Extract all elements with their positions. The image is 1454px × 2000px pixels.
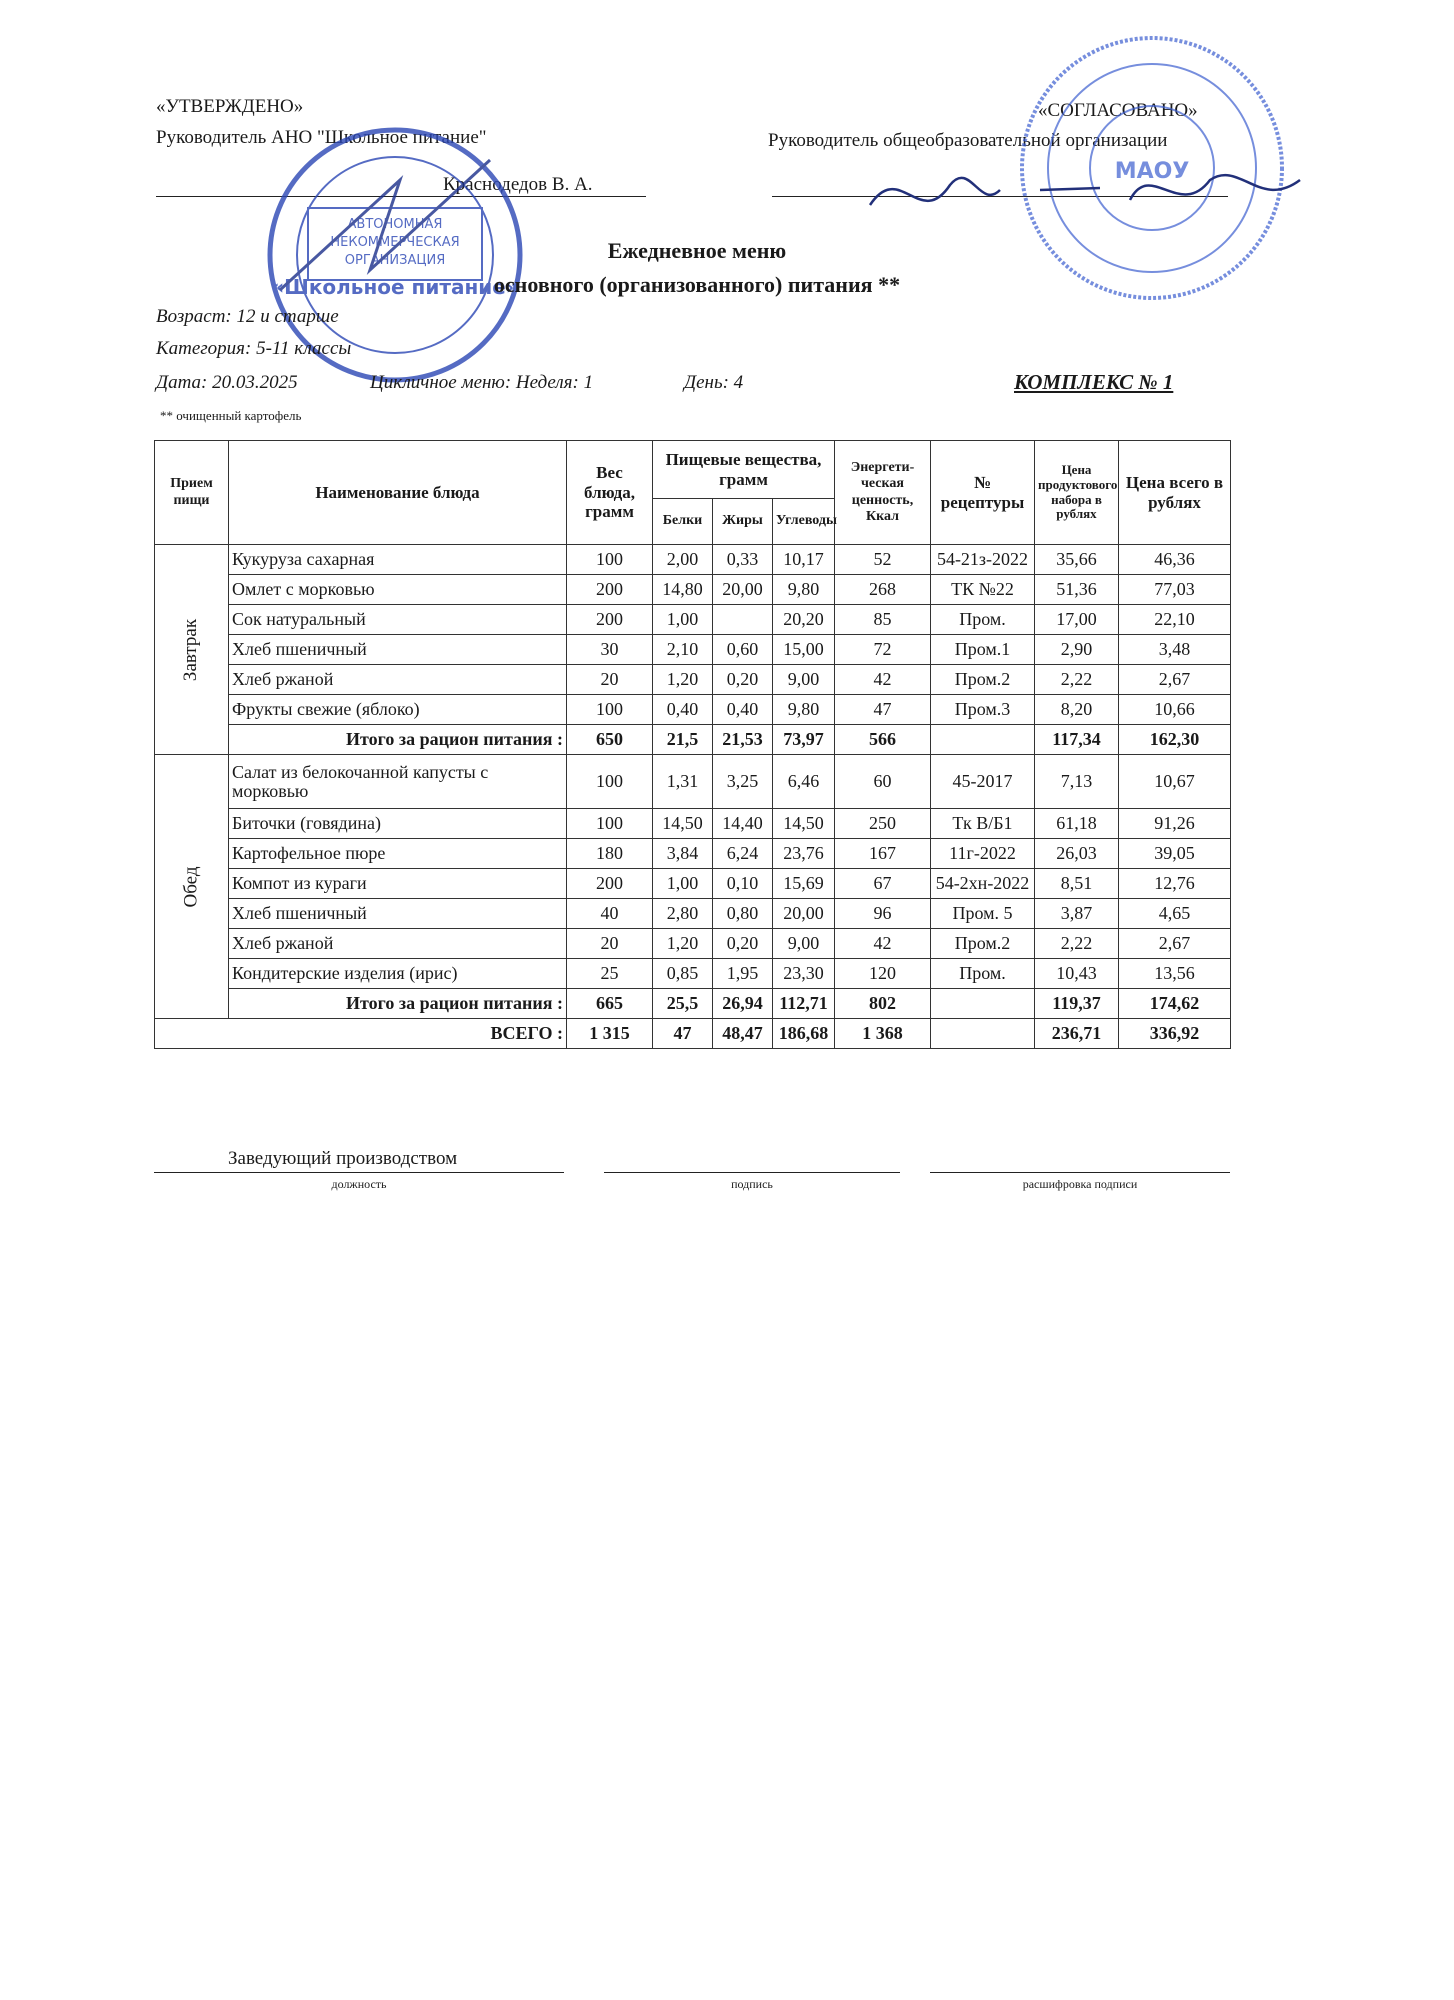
energy: 120 [835, 959, 931, 989]
fats: 0,10 [713, 869, 773, 899]
decode-line [930, 1172, 1230, 1173]
grand-total-label: ВСЕГО : [155, 1019, 567, 1049]
weight: 100 [567, 809, 653, 839]
table-row [155, 869, 1231, 899]
recipe: 54-21з-2022 [931, 545, 1035, 575]
fats: 0,20 [713, 929, 773, 959]
product-price: 10,43 [1035, 959, 1119, 989]
weight: 200 [567, 869, 653, 899]
recipe: Пром.2 [931, 665, 1035, 695]
svg-text:АВТОНОМНАЯ: АВТОНОМНАЯ [347, 217, 443, 232]
total-fats: 26,94 [713, 989, 773, 1019]
grand-total-carbs: 186,68 [773, 1019, 835, 1049]
total-label: Итого за рацион питания : [229, 989, 567, 1019]
product-price: 35,66 [1035, 545, 1119, 575]
recipe: Пром.1 [931, 635, 1035, 665]
approved-role: Руководитель АНО "Школьное питание" [156, 127, 487, 148]
approved-name: Краснодедов В. А. [443, 174, 593, 195]
total-product-price: 119,37 [1035, 989, 1119, 1019]
energy: 42 [835, 929, 931, 959]
product-price: 3,87 [1035, 899, 1119, 929]
energy: 85 [835, 605, 931, 635]
proteins: 1,20 [653, 929, 713, 959]
recipe: Пром. [931, 605, 1035, 635]
header-nutrients: Пищевые вещества, грамм [653, 441, 835, 499]
recipe: ТК №22 [931, 575, 1035, 605]
dish-name: Компот из кураги [229, 869, 567, 899]
carbs: 23,76 [773, 839, 835, 869]
proteins: 1,20 [653, 665, 713, 695]
proteins: 2,00 [653, 545, 713, 575]
energy: 42 [835, 665, 931, 695]
energy: 250 [835, 809, 931, 839]
menu-title-line1: Ежедневное меню [607, 238, 787, 263]
complex-label: КОМПЛЕКС № 1 [1014, 370, 1174, 394]
carbs: 23,30 [773, 959, 835, 989]
fats: 0,80 [713, 899, 773, 929]
table-row [155, 755, 1231, 809]
recipe: Пром.2 [931, 929, 1035, 959]
recipe: Пром. 5 [931, 899, 1035, 929]
weight: 25 [567, 959, 653, 989]
total-carbs: 73,97 [773, 725, 835, 755]
header-weight: Вес блюда, грамм [567, 441, 653, 545]
energy: 67 [835, 869, 931, 899]
product-price: 8,51 [1035, 869, 1119, 899]
proteins: 14,50 [653, 809, 713, 839]
svg-text:«Школьное питание»: «Школьное питание» [271, 275, 519, 299]
recipe: 11г-2022 [931, 839, 1035, 869]
dish-name: Сок натуральный [229, 605, 567, 635]
proteins: 2,10 [653, 635, 713, 665]
dish-name: Хлеб пшеничный [229, 635, 567, 665]
total-product-price: 117,34 [1035, 725, 1119, 755]
recipe: Пром. [931, 959, 1035, 989]
carbs: 20,20 [773, 605, 835, 635]
energy: 72 [835, 635, 931, 665]
proteins: 1,00 [653, 605, 713, 635]
svg-text:МАОУ: МАОУ [1114, 159, 1190, 184]
signature-caption: подпись [731, 1177, 773, 1191]
grand-total-row [155, 1019, 1231, 1049]
total-weight: 650 [567, 725, 653, 755]
product-price: 7,13 [1035, 755, 1119, 809]
total-price: 10,66 [1119, 695, 1231, 725]
weight: 20 [567, 929, 653, 959]
header-carbs: Углеводы [773, 499, 835, 545]
signature-line [604, 1172, 900, 1173]
agreed-role: Руководитель общеобразовательной организации [768, 130, 1168, 151]
carbs: 15,69 [773, 869, 835, 899]
product-price: 51,36 [1035, 575, 1119, 605]
total-price: 39,05 [1119, 839, 1231, 869]
fats: 0,40 [713, 695, 773, 725]
total-price: 10,67 [1119, 755, 1231, 809]
grand-total-recipe-empty [931, 1019, 1035, 1049]
product-price: 2,22 [1035, 665, 1119, 695]
production-manager-label: Заведующий производством [228, 1148, 458, 1169]
total-price: 91,26 [1119, 809, 1231, 839]
total-price: 12,76 [1119, 869, 1231, 899]
dish-name: Картофельное пюре [229, 839, 567, 869]
approved-title: «УТВЕРЖДЕНО» [156, 96, 304, 117]
dish-name: Хлеб пшеничный [229, 899, 567, 929]
position-line [154, 1172, 564, 1173]
table-row [155, 665, 1231, 695]
dish-name: Хлеб ржаной [229, 665, 567, 695]
total-label: Итого за рацион питания : [229, 725, 567, 755]
carbs: 14,50 [773, 809, 835, 839]
weight: 100 [567, 755, 653, 809]
total-price: 174,62 [1119, 989, 1231, 1019]
weight: 200 [567, 605, 653, 635]
weight: 100 [567, 545, 653, 575]
recipe: 54-2хн-2022 [931, 869, 1035, 899]
proteins: 1,31 [653, 755, 713, 809]
product-price: 8,20 [1035, 695, 1119, 725]
header-proteins: Белки [653, 499, 713, 545]
fats: 6,24 [713, 839, 773, 869]
grand-total-energy: 1 368 [835, 1019, 931, 1049]
recipe: Пром.3 [931, 695, 1035, 725]
dish-name: Биточки (говядина) [229, 809, 567, 839]
total-energy: 566 [835, 725, 931, 755]
grand-total-proteins: 47 [653, 1019, 713, 1049]
carbs: 10,17 [773, 545, 835, 575]
menu-title-line2: основного (организованного) питания ** [493, 272, 901, 297]
carbs: 9,80 [773, 695, 835, 725]
dish-name: Кукуруза сахарная [229, 545, 567, 575]
header-fats: Жиры [713, 499, 773, 545]
product-price: 26,03 [1035, 839, 1119, 869]
table-row [155, 959, 1231, 989]
table-row [155, 839, 1231, 869]
proteins: 14,80 [653, 575, 713, 605]
total-fats: 21,53 [713, 725, 773, 755]
proteins: 3,84 [653, 839, 713, 869]
fats: 0,60 [713, 635, 773, 665]
grand-total-price: 336,92 [1119, 1019, 1231, 1049]
product-price: 17,00 [1035, 605, 1119, 635]
total-price: 2,67 [1119, 929, 1231, 959]
carbs: 20,00 [773, 899, 835, 929]
table-row [155, 635, 1231, 665]
total-price: 162,30 [1119, 725, 1231, 755]
total-energy: 802 [835, 989, 931, 1019]
weight: 30 [567, 635, 653, 665]
table-row [155, 605, 1231, 635]
total-price: 46,36 [1119, 545, 1231, 575]
svg-text:ОРГАНИЗАЦИЯ: ОРГАНИЗАЦИЯ [344, 253, 446, 268]
energy: 167 [835, 839, 931, 869]
fats: 1,95 [713, 959, 773, 989]
weight: 20 [567, 665, 653, 695]
header-total-price: Цена всего в рублях [1119, 441, 1231, 545]
header-product-price: Цена продуктового набора в рублях [1035, 441, 1119, 545]
weight: 200 [567, 575, 653, 605]
proteins: 2,80 [653, 899, 713, 929]
proteins: 1,00 [653, 869, 713, 899]
total-proteins: 21,5 [653, 725, 713, 755]
category-label: Категория: 5-11 классы [156, 338, 352, 359]
dish-name: Салат из белокочанной капусты с морковью [229, 755, 567, 809]
weight: 40 [567, 899, 653, 929]
total-price: 2,67 [1119, 665, 1231, 695]
fats: 0,20 [713, 665, 773, 695]
total-price: 4,65 [1119, 899, 1231, 929]
cycle-label: Цикличное меню: Неделя: 1 [370, 372, 594, 393]
total-price: 13,56 [1119, 959, 1231, 989]
dish-name: Фрукты свежие (яблоко) [229, 695, 567, 725]
table-row [155, 695, 1231, 725]
grand-total-weight: 1 315 [567, 1019, 653, 1049]
total-price: 3,48 [1119, 635, 1231, 665]
total-recipe-empty [931, 989, 1035, 1019]
energy: 60 [835, 755, 931, 809]
menu-table [154, 440, 1231, 1049]
proteins: 0,85 [653, 959, 713, 989]
decode-caption: расшифровка подписи [1022, 1177, 1138, 1191]
header-recipe: № рецептуры [931, 441, 1035, 545]
proteins: 0,40 [653, 695, 713, 725]
dish-name: Омлет с морковью [229, 575, 567, 605]
weight: 100 [567, 695, 653, 725]
product-price: 2,22 [1035, 929, 1119, 959]
total-weight: 665 [567, 989, 653, 1019]
dish-name: Кондитерские изделия (ирис) [229, 959, 567, 989]
energy: 96 [835, 899, 931, 929]
table-row [155, 899, 1231, 929]
day-label: День: 4 [684, 372, 744, 393]
grand-total-fats: 48,47 [713, 1019, 773, 1049]
fats [713, 605, 773, 635]
total-recipe-empty [931, 725, 1035, 755]
date-label: Дата: 20.03.2025 [156, 372, 298, 393]
total-proteins: 25,5 [653, 989, 713, 1019]
age-label: Возраст: 12 и старше [156, 306, 339, 327]
carbs: 9,00 [773, 929, 835, 959]
carbs: 6,46 [773, 755, 835, 809]
fats: 0,33 [713, 545, 773, 575]
recipe: 45-2017 [931, 755, 1035, 809]
product-price: 2,90 [1035, 635, 1119, 665]
header-dish: Наименование блюда [229, 441, 567, 545]
carbs: 9,00 [773, 665, 835, 695]
position-caption: должность [331, 1177, 387, 1191]
grand-total-product-price: 236,71 [1035, 1019, 1119, 1049]
agreed-title: «СОГЛАСОВАНО» [1038, 100, 1198, 121]
total-price: 77,03 [1119, 575, 1231, 605]
fats: 20,00 [713, 575, 773, 605]
total-carbs: 112,71 [773, 989, 835, 1019]
table-row [155, 929, 1231, 959]
meal-breakfast: Завтрак [155, 545, 229, 755]
product-price: 61,18 [1035, 809, 1119, 839]
carbs: 15,00 [773, 635, 835, 665]
energy: 268 [835, 575, 931, 605]
energy: 52 [835, 545, 931, 575]
table-row [155, 809, 1231, 839]
header-energy: Энергети- ческая ценность, Ккал [835, 441, 931, 545]
signature-right [860, 150, 1320, 240]
total-price: 22,10 [1119, 605, 1231, 635]
table-row [155, 575, 1231, 605]
weight: 180 [567, 839, 653, 869]
meal-lunch: Обед [155, 755, 229, 1019]
dish-name: Хлеб ржаной [229, 929, 567, 959]
fats: 3,25 [713, 755, 773, 809]
breakfast-total-row [155, 725, 1231, 755]
recipe: Тк В/Б1 [931, 809, 1035, 839]
energy: 47 [835, 695, 931, 725]
header-meal: Прием пищи [155, 441, 229, 545]
lunch-total-row [155, 989, 1231, 1019]
carbs: 9,80 [773, 575, 835, 605]
footnote: ** очищенный картофель [160, 408, 302, 423]
table-row [155, 545, 1231, 575]
fats: 14,40 [713, 809, 773, 839]
svg-text:НЕКОММЕРЧЕСКАЯ: НЕКОММЕРЧЕСКАЯ [330, 235, 460, 250]
